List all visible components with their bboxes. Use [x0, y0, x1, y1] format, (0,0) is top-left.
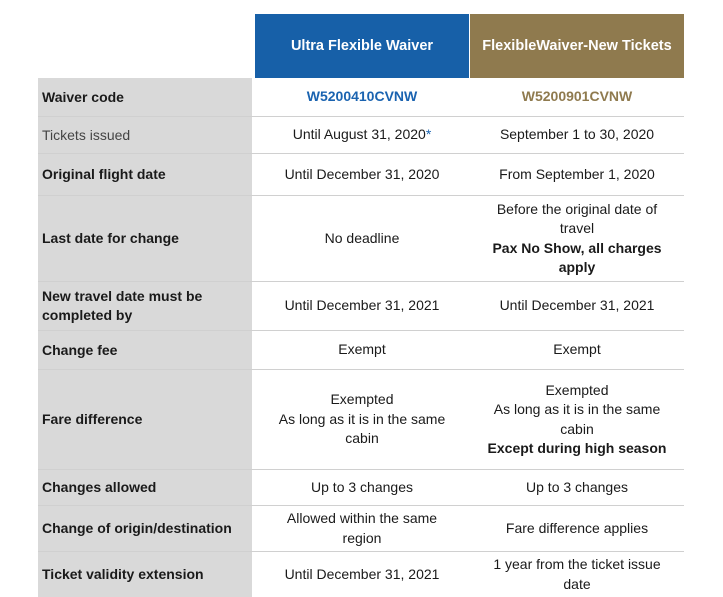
fare-diff-col2-line3: cabin	[560, 420, 594, 437]
cell-col1	[255, 552, 469, 597]
ticket-validity-col2-line1: 1 year from the ticket issue	[493, 556, 661, 572]
new-travel-col1: Until December 31, 2021	[284, 297, 440, 314]
cell-col2	[470, 331, 684, 369]
row-label: Fare difference	[38, 370, 252, 469]
cell-col2	[470, 470, 684, 505]
ticket-validity-col1: Until December 31, 2021	[284, 565, 440, 582]
row-label: Tickets issued	[38, 117, 252, 153]
fare-diff-col2-line2: As long as it is in the same	[493, 401, 661, 417]
changes-allowed-col2: Up to 3 changes	[526, 478, 628, 495]
row-label: Original flight date	[38, 154, 252, 195]
cell-col2	[470, 370, 684, 469]
cell-col2	[470, 78, 684, 116]
table-row-change-origin-destination	[38, 506, 684, 551]
fare-diff-col1-line2: As long as it is in the same	[278, 410, 446, 427]
ticket-validity-col2-line2: date	[563, 575, 591, 592]
row-label: Change of origin/destination	[38, 506, 252, 551]
changes-allowed-col1: Up to 3 changes	[311, 478, 413, 495]
cell-col2	[470, 154, 684, 195]
cell-col2	[470, 196, 684, 281]
table-row-waiver-code	[38, 78, 684, 116]
last-date-col2-line2: travel	[559, 220, 595, 236]
cell-col2	[470, 552, 684, 597]
row-label	[38, 282, 252, 330]
cell-col2	[470, 506, 684, 551]
fare-diff-col1-line1: Exempted	[330, 391, 394, 408]
row-label: Waiver code	[38, 78, 252, 116]
cell-col1	[255, 117, 469, 153]
table-row-original-flight-date	[38, 154, 684, 195]
fare-diff-col2-note: Except during high season	[487, 440, 667, 456]
original-flight-date-col1: Until December 31, 2020	[284, 165, 440, 182]
cell-col1	[255, 506, 469, 551]
waiver-code-col1: W5200410CVNW	[306, 88, 418, 105]
header-flexible-waiver-new-tickets: FlexibleWaiver-New Tickets	[470, 14, 684, 78]
change-origin-col2: Fare difference applies	[505, 519, 649, 536]
fare-diff-col2-line1: Exempted	[545, 381, 609, 398]
change-fee-col2: Exempt	[553, 341, 601, 358]
header-ultra-flexible-waiver: Ultra Flexible Waiver	[255, 14, 469, 78]
cell-col1	[255, 196, 469, 281]
table-row-tickets-issued	[38, 117, 684, 153]
row-label: Ticket validity extension	[38, 552, 252, 597]
cell-col1	[255, 470, 469, 505]
change-origin-col1-line1: Allowed within the same	[286, 510, 438, 526]
cell-col1	[255, 78, 469, 116]
fare-diff-col1-line3: cabin	[345, 430, 379, 447]
cell-col2	[470, 282, 684, 330]
last-date-col2-line1: Before the original date of	[496, 200, 658, 217]
table-row-new-travel-date	[38, 282, 684, 330]
cell-col1	[255, 282, 469, 330]
row-label: Change fee	[38, 331, 252, 369]
cell-col1	[255, 370, 469, 469]
cell-col1	[255, 331, 469, 369]
row-label: Last date for change	[38, 196, 252, 281]
table-row-ticket-validity	[38, 552, 684, 597]
table-row-last-date-for-change	[38, 196, 684, 281]
tickets-issued-col2: September 1 to 30, 2020	[499, 126, 655, 143]
change-fee-col1: Exempt	[338, 341, 386, 358]
last-date-col1: No deadline	[324, 229, 400, 246]
table-row-changes-allowed	[38, 470, 684, 505]
footnote-mark: *	[425, 126, 432, 143]
waiver-code-col2: W5200901CVNW	[521, 88, 633, 105]
change-origin-col1-line2: region	[342, 529, 382, 546]
row-label-line1: New travel date must be	[42, 288, 203, 304]
cell-col2	[470, 117, 684, 153]
cell-col1	[255, 154, 469, 195]
new-travel-col2: Until December 31, 2021	[499, 297, 655, 314]
table-row-fare-difference	[38, 370, 684, 469]
table-row-change-fee	[38, 331, 684, 369]
tickets-issued-col1: Until August 31, 2020	[292, 126, 426, 143]
last-date-col2-note: Pax No Show, all charges apply	[492, 239, 662, 275]
original-flight-date-col2: From September 1, 2020	[499, 165, 655, 182]
row-label: Changes allowed	[38, 470, 252, 505]
row-label-line2: completed by	[42, 307, 133, 323]
